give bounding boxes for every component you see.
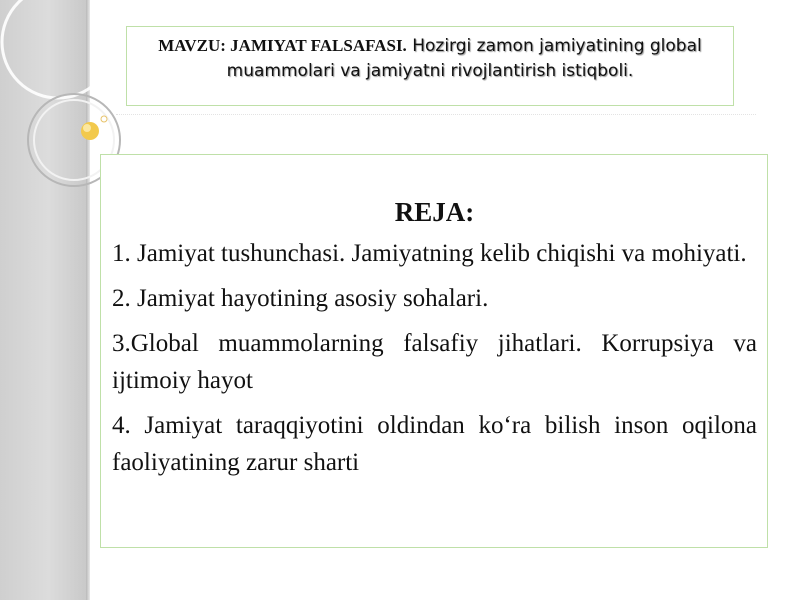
yellow-dot-highlight [83,124,91,132]
large-ring [2,0,114,98]
title-lead: MAVZU: JAMIYAT FALSAFASI. [158,36,407,55]
plan-item: 3.Global muammolarning falsafiy jihatlari. Korrupsiya va ijtimoiy hayot [112,330,757,394]
plan-item: 1. Jamiyat tushunchasi. Jamiyatning kelib chiqishi va mohiyati. [112,240,747,267]
title-rest: Hozirgi zamon jamiyatining global muammolari va jamiyatni rivojlantirish istiqboli. [226,36,702,81]
dotted-divider [116,114,756,115]
plan-item: 4. Jamiyat taraqqiyotini oldindan ko‘ra bilish inson oqilona faoliyatining zarur sharti [112,412,757,476]
plan-item: 2. Jamiyat hayotining asosiy sohalari. [112,285,489,312]
small-dot [101,116,107,122]
title-box [126,26,734,106]
yellow-dot [81,122,99,140]
plan-heading: REJA: [394,197,475,227]
content-box [100,154,768,548]
